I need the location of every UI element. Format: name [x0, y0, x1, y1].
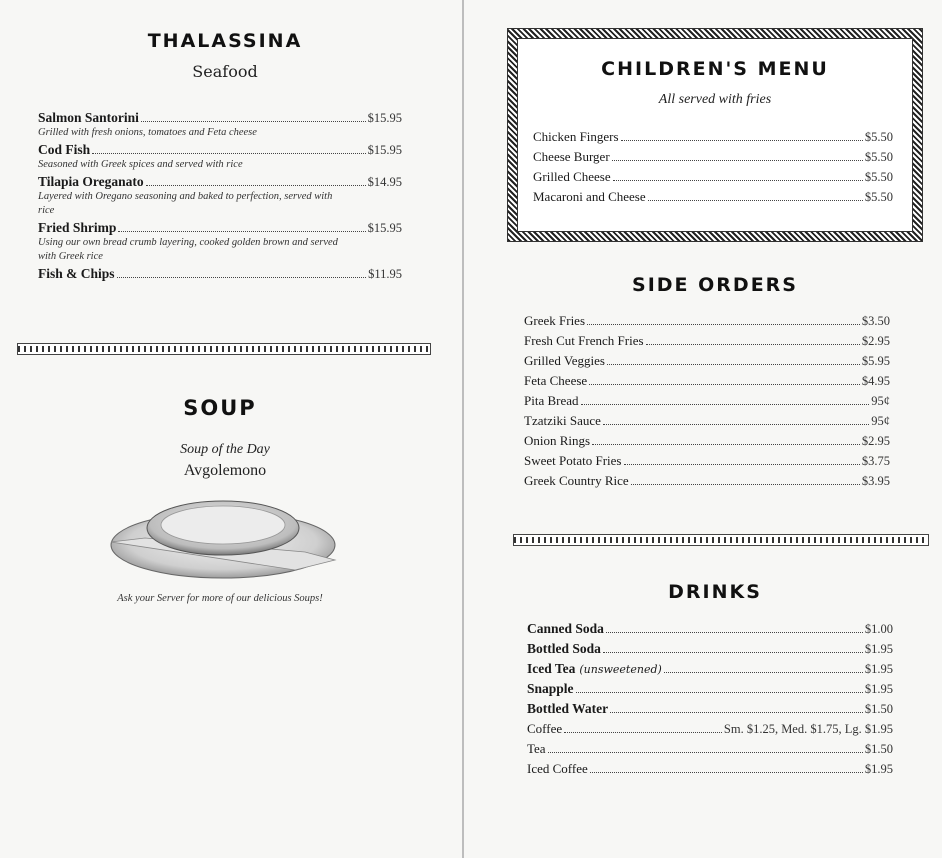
menu-item: [524, 453, 890, 469]
menu-item: [527, 721, 893, 737]
item-price: $14.95: [367, 175, 402, 189]
leader-dots: [613, 180, 863, 181]
leader-dots: [548, 752, 863, 753]
item-name: Bottled Soda: [527, 641, 601, 656]
leader-dots: [590, 772, 863, 773]
menu-item: [527, 701, 893, 717]
leader-dots: [576, 692, 863, 693]
menu-item: [524, 313, 890, 329]
menu-item-row: [524, 353, 890, 369]
menu-item: [38, 220, 402, 264]
item-price: $1.50: [864, 742, 893, 756]
leader-dots: [612, 160, 863, 161]
page-fold: [462, 0, 464, 858]
greek-key-divider-right: [513, 534, 929, 546]
item-price: $3.95: [861, 474, 890, 488]
item-price: 95¢: [871, 414, 890, 428]
menu-item: [38, 110, 402, 140]
menu-item: [533, 169, 893, 185]
menu-item: [527, 641, 893, 657]
menu-item-row: [527, 621, 893, 637]
item-name: Coffee: [527, 721, 563, 736]
leader-dots: [610, 712, 863, 713]
leader-dots: [564, 732, 722, 733]
menu-item-row: [527, 761, 893, 777]
soup-day-label: Soup of the Day: [180, 442, 270, 457]
menu-item: [524, 473, 890, 489]
menu-item-row: [524, 473, 890, 489]
item-name: Fresh Cut French Fries: [524, 333, 644, 348]
item-price: $5.50: [864, 190, 893, 204]
item-price: Sm. $1.25, Med. $1.75, Lg. $1.95: [723, 722, 893, 736]
item-price: $2.95: [861, 434, 890, 448]
menu-item-row: [533, 129, 893, 145]
leader-dots: [589, 384, 860, 385]
menu-item-row: [524, 373, 890, 389]
item-price: $4.95: [861, 374, 890, 388]
item-price: $11.95: [368, 267, 402, 281]
menu-item-row: [527, 721, 893, 737]
item-name: Grilled Cheese: [533, 169, 611, 184]
leader-dots: [648, 200, 863, 201]
seafood-subtitle: Seafood: [192, 62, 258, 81]
item-name: Greek Fries: [524, 313, 586, 328]
item-price: $5.95: [861, 354, 890, 368]
leader-dots: [92, 153, 365, 154]
leader-dots: [606, 632, 863, 633]
menu-item-row: [533, 169, 893, 185]
menu-item: [524, 393, 890, 409]
item-price: $1.50: [864, 702, 893, 716]
leader-dots: [621, 140, 863, 141]
item-name: Tzatziki Sauce: [524, 413, 601, 428]
item-description: Grilled with fresh onions, tomatoes and Feta cheese: [38, 127, 257, 138]
menu-item: [524, 333, 890, 349]
item-name: Grilled Veggies: [524, 353, 605, 368]
item-price: 95¢: [871, 394, 890, 408]
item-name: Bottled Water: [527, 701, 609, 716]
soup-bowl-image: [105, 490, 337, 582]
item-name: Onion Rings: [524, 433, 591, 448]
item-name: Iced Tea: [527, 661, 576, 676]
soup-title: SOUP: [183, 396, 257, 420]
leader-dots: [624, 464, 860, 465]
menu-item: [527, 761, 893, 777]
leader-dots: [603, 424, 869, 425]
greek-key-divider: [17, 343, 431, 355]
menu-item-row: [38, 174, 402, 190]
item-price: $15.95: [367, 221, 402, 235]
menu-item-row: [527, 701, 893, 717]
leader-dots: [141, 121, 366, 122]
menu-item-row: [527, 681, 893, 697]
menu-item-row: [38, 266, 402, 282]
item-price: $1.95: [864, 682, 893, 696]
leader-dots: [603, 652, 863, 653]
menu-item: [533, 129, 893, 145]
item-name: Tilapia Oreganato: [38, 174, 144, 189]
leader-dots: [146, 185, 366, 186]
item-name: Feta Cheese: [524, 373, 588, 388]
leader-dots: [646, 344, 860, 345]
menu-item: [38, 142, 402, 172]
item-name: Fish & Chips: [38, 266, 115, 281]
menu-item-row: [524, 333, 890, 349]
leader-dots: [607, 364, 860, 365]
leader-dots: [587, 324, 860, 325]
item-price: $5.50: [864, 150, 893, 164]
leader-dots: [118, 231, 365, 232]
menu-item: [524, 373, 890, 389]
item-name: Canned Soda: [527, 621, 604, 636]
menu-item: [527, 681, 893, 697]
side-orders-title: SIDE ORDERS: [632, 274, 798, 296]
item-name: Iced Coffee: [527, 761, 588, 776]
item-price: $1.95: [864, 642, 893, 656]
item-price: $15.95: [367, 143, 402, 157]
menu-item: [533, 189, 893, 205]
seafood-title: THALASSINA: [147, 30, 303, 52]
item-name: Chicken Fingers: [533, 129, 619, 144]
item-name: Macaroni and Cheese: [533, 189, 646, 204]
item-price: $2.95: [861, 334, 890, 348]
menu-item-row: [527, 641, 893, 657]
leader-dots: [631, 484, 860, 485]
leader-dots: [581, 404, 870, 405]
menu-item: [38, 266, 402, 282]
item-name: Cod Fish: [38, 142, 91, 157]
item-name: Greek Country Rice: [524, 473, 629, 488]
menu-item: [38, 174, 402, 218]
item-name: Tea: [527, 741, 546, 756]
item-name: Pita Bread: [524, 393, 579, 408]
menu-item: [533, 149, 893, 165]
item-description: Using our own bread crumb layering, cooked golden brown and served with Greek rice: [38, 237, 338, 262]
menu-item-row: [524, 453, 890, 469]
item-description: Seasoned with Greek spices and served with rice: [38, 159, 243, 170]
item-price: $1.95: [864, 662, 893, 676]
childrens-menu-title: CHILDREN'S MENU: [601, 58, 829, 80]
item-price: $1.95: [864, 762, 893, 776]
item-name: Cheese Burger: [533, 149, 610, 164]
leader-dots: [117, 277, 367, 278]
menu-item: [527, 621, 893, 637]
menu-item: [527, 741, 893, 757]
item-price: $5.50: [864, 130, 893, 144]
item-name: Snapple: [527, 681, 574, 696]
leader-dots: [664, 672, 863, 673]
item-price: $5.50: [864, 170, 893, 184]
menu-item-row: [38, 220, 402, 236]
menu-item-row: [38, 110, 402, 126]
item-name: Sweet Potato Fries: [524, 453, 622, 468]
leader-dots: [592, 444, 860, 445]
menu-item-row: [524, 313, 890, 329]
menu-item-row: [527, 661, 893, 677]
item-price: $3.50: [861, 314, 890, 328]
item-note: (unsweetened): [579, 663, 662, 676]
menu-item: [524, 433, 890, 449]
menu-item: [524, 413, 890, 429]
item-name: Salmon Santorini: [38, 110, 139, 125]
item-name: Fried Shrimp: [38, 220, 117, 235]
menu-item-row: [524, 413, 890, 429]
item-price: $1.00: [864, 622, 893, 636]
menu-item: [524, 353, 890, 369]
item-description: Layered with Oregano seasoning and baked to perfection, served with rice: [38, 191, 333, 216]
childrens-menu-subtitle: All served with fries: [658, 92, 772, 107]
menu-item-row: [533, 189, 893, 205]
menu-item-row: [524, 393, 890, 409]
menu-item-row: [527, 741, 893, 757]
menu-item-row: [533, 149, 893, 165]
item-price: $15.95: [367, 111, 402, 125]
soup-name: Avgolemono: [183, 462, 267, 479]
soup-footnote: Ask your Server for more of our delicious Soups!: [117, 593, 323, 604]
drinks-title: DRINKS: [668, 581, 762, 603]
menu-item-row: [524, 433, 890, 449]
item-price: $3.75: [861, 454, 890, 468]
menu-item: [527, 661, 893, 677]
menu-item-row: [38, 142, 402, 158]
